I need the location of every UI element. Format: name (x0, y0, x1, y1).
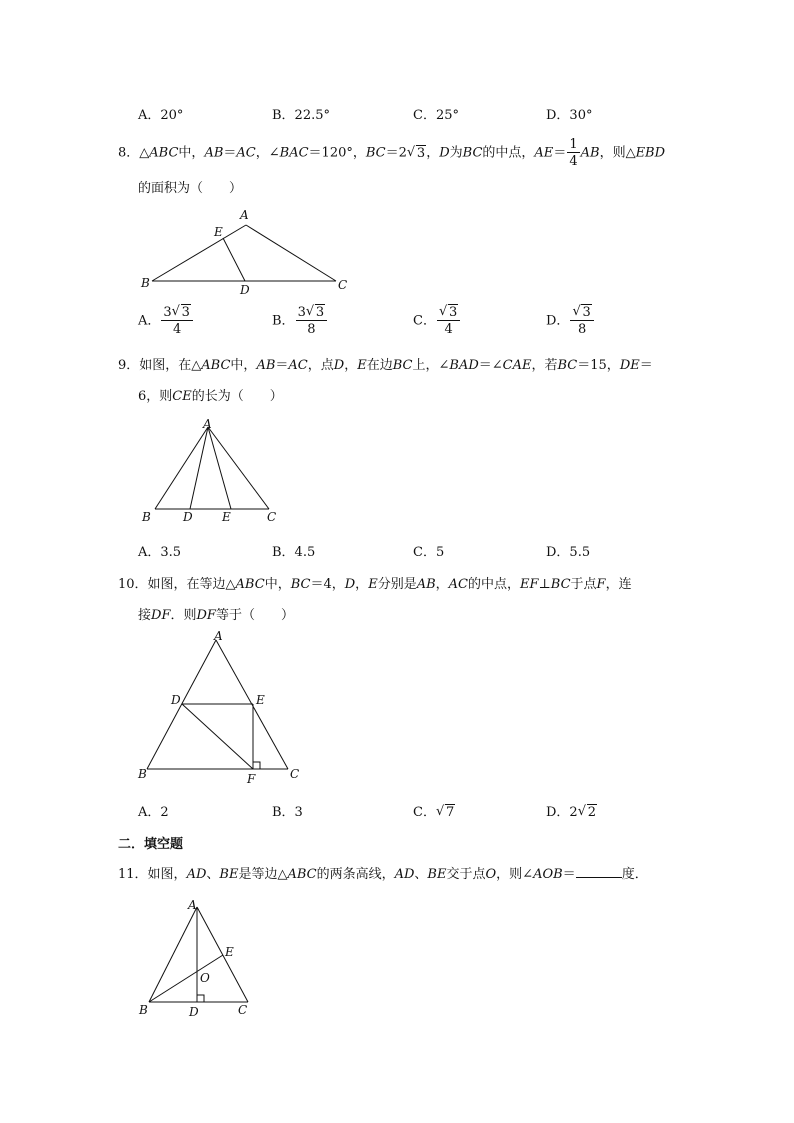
q10-figure (132, 628, 312, 790)
q8-text: ＝ (553, 145, 567, 161)
q11-text: 是等边△ (238, 867, 288, 882)
q9-text: 在边 (366, 358, 393, 373)
q11-label-e: E (225, 945, 234, 959)
q11-text: ，则∠ (496, 867, 534, 882)
q11-var: BE (427, 867, 447, 882)
q8-option-letter: B． (272, 313, 295, 329)
q9-var: DE (619, 358, 640, 373)
q10-label-f: F (247, 772, 256, 786)
q10-text: 分别是 (377, 577, 417, 592)
q11-text: 度． (621, 867, 648, 882)
q8-stem (118, 138, 665, 168)
q11-var: AOB (533, 867, 563, 882)
q10-var: E (368, 577, 378, 592)
q8-option-c: C． √ 3 4 (413, 306, 461, 336)
q8-stem-line2: 的面积为（ ） (138, 181, 243, 196)
q11-text: 交于点 (446, 867, 486, 882)
q8-var: AB (580, 145, 600, 161)
q11-figure (132, 892, 262, 1022)
q10-text: 于点 (570, 577, 597, 592)
q8-option-den: 8 (307, 322, 316, 337)
q10-option-b: B．3 (272, 805, 303, 820)
q10-var: EF (520, 577, 539, 592)
q11-label-o: O (200, 971, 210, 985)
q8-option-letter: C． (413, 313, 436, 329)
q10-label-d: D (171, 693, 181, 707)
q10-var: BC (550, 577, 571, 592)
q9-var: BC (557, 358, 578, 373)
q9-text: 的长为（ ） (191, 389, 283, 404)
q8-frac-num: 1 (569, 137, 578, 152)
q9-var: BC (392, 358, 413, 373)
q7-option-c: C．25° (413, 108, 459, 123)
q8-text: 中， (178, 145, 205, 161)
q8-number: 8． (118, 145, 140, 161)
q9-text: ，若 (531, 358, 558, 373)
q8-label-d: D (240, 283, 250, 297)
q8-frac-den: 4 (569, 154, 578, 169)
q8-radicand: 3 (416, 145, 426, 161)
q9-option-a: A．3.5 (138, 545, 182, 560)
q9-label-b: B (142, 510, 151, 524)
q8-option-den: 4 (444, 322, 453, 337)
q11-label-c: C (238, 1003, 248, 1017)
q9-option-d: D．5.5 (546, 545, 591, 560)
q11-text: 、 (206, 867, 220, 882)
q10-number: 10． (118, 577, 148, 592)
q10-text: ，连 (605, 577, 632, 592)
q10-text: 中， (264, 577, 291, 592)
q11-var: BE (219, 867, 239, 882)
q8-text: ，∠ (255, 145, 280, 161)
q8-label-c: C (338, 278, 348, 292)
q11-text: ＝ (562, 867, 576, 882)
q8-var: AB (204, 145, 224, 161)
q8-var: BC (365, 145, 386, 161)
q8-var: ABC (149, 145, 179, 161)
q8-option-radicand: 3 (448, 305, 458, 320)
q10-label-a: A (214, 629, 223, 643)
q8-label-e: E (214, 225, 223, 239)
q8-option-den: 4 (173, 322, 182, 337)
q10-text: ⊥ (538, 577, 551, 592)
q9-label-e: E (222, 510, 231, 524)
q9-var: CAE (502, 358, 532, 373)
q9-var: BAD (449, 358, 479, 373)
q8-label-b: B (141, 276, 150, 290)
q10-var: AC (448, 577, 469, 592)
q9-number: 9． (118, 358, 140, 373)
q8-var: D (439, 145, 450, 161)
q11-stem (118, 863, 648, 882)
q8-option-coef: 3 (297, 305, 306, 320)
section-heading: 二．填空题 (118, 837, 184, 852)
q8-text: 的中点， (482, 145, 535, 161)
q10-label-e: E (256, 693, 265, 707)
q11-label-a: A (188, 898, 197, 912)
q8-figure (130, 205, 360, 300)
q9-text: 6，则 (138, 389, 173, 404)
q7-option-a: A．20° (138, 108, 184, 123)
q8-text: ＝2 (385, 145, 407, 161)
q10-option-a: A．2 (138, 805, 169, 820)
q10-var: F (596, 577, 606, 592)
q9-text: ＝ (639, 358, 653, 373)
q9-label-a: A (203, 417, 212, 431)
q8-option-coef: 3 (163, 305, 172, 320)
q7-option-b: B．22.5° (272, 108, 330, 123)
q9-var: AB (256, 358, 276, 373)
q8-option-radicand: 3 (181, 305, 190, 320)
q9-var: E (357, 358, 367, 373)
q8-fraction (567, 138, 579, 168)
q10-text: ， (435, 577, 449, 592)
q10-text: 的中点， (468, 577, 521, 592)
q8-var: EBD (635, 145, 666, 161)
q8-option-letter: A． (138, 313, 161, 329)
q8-option-radicand: 3 (582, 305, 591, 320)
q8-text: ＝ (223, 145, 237, 161)
q8-option-den: 8 (577, 322, 587, 337)
q8-option-letter: D． (546, 313, 570, 329)
q8-text: △ (139, 145, 150, 161)
q10-var: AB (416, 577, 436, 592)
q9-var: CE (172, 389, 192, 404)
q11-label-d: D (189, 1005, 199, 1019)
q9-text: ＝∠ (478, 358, 503, 373)
q11-answer-blank[interactable] (576, 865, 622, 878)
q10-text: ， (355, 577, 369, 592)
q10-var: DF (151, 608, 171, 623)
q11-text: 、 (414, 867, 428, 882)
q8-var: AE (534, 145, 554, 161)
q9-figure (135, 415, 285, 530)
q10-label-c: C (290, 767, 300, 781)
q10-text: ＝4， (310, 577, 345, 592)
q10-var: ABC (235, 577, 265, 592)
q8-var: BC (462, 145, 483, 161)
q10-option-radicand: 7 (445, 805, 455, 820)
q10-var: BC (290, 577, 311, 592)
q11-var: O (485, 867, 497, 882)
q8-option-radicand: 3 (315, 305, 325, 320)
q9-text: 如图，在△ (139, 358, 202, 373)
q10-stem-line2 (138, 604, 294, 623)
q9-option-c: C．5 (413, 545, 445, 560)
q9-var: ABC (201, 358, 231, 373)
q8-text: ，则△ (599, 145, 636, 161)
q11-var: AD (394, 867, 415, 882)
q8-label-a: A (240, 208, 249, 222)
q10-label-b: B (138, 767, 147, 781)
q9-text: 上，∠ (412, 358, 450, 373)
q9-text: 中， (230, 358, 257, 373)
q11-var: AD (186, 867, 207, 882)
q9-stem-line2 (138, 385, 283, 404)
q8-var: BAC (279, 145, 309, 161)
q11-number: 11． (118, 867, 148, 882)
q10-option-letter: D．2 (546, 805, 578, 820)
q10-stem (118, 573, 632, 592)
q10-text: 等于（ ） (215, 608, 294, 623)
q8-text: 为 (449, 145, 463, 161)
q11-label-b: B (139, 1003, 148, 1017)
q10-var: DF (196, 608, 216, 623)
q10-option-radicand: 2 (587, 805, 596, 820)
q7-option-d: D．30° (546, 108, 593, 123)
q9-text: ，点 (307, 358, 334, 373)
q11-text: 的两条高线， (316, 867, 395, 882)
q10-option-d: D．2 √ 2 (546, 804, 596, 820)
q10-text: ．则 (170, 608, 197, 623)
q8-option-a: A． 3 √ 3 4 (138, 306, 194, 336)
q9-var: AC (288, 358, 308, 373)
q8-text: ， (426, 145, 440, 161)
q9-text: ＝15， (577, 358, 620, 373)
q10-text: 接 (138, 608, 152, 623)
q10-var: D (344, 577, 356, 592)
q10-option-c: C． √ 7 (413, 804, 455, 820)
q8-text: ＝120°， (308, 145, 366, 161)
q11-text: 如图， (147, 867, 187, 882)
q9-var: D (333, 358, 345, 373)
q9-stem (118, 354, 653, 373)
q9-text: ， (344, 358, 358, 373)
q11-var: ABC (287, 867, 317, 882)
q8-sqrt: √ 3 (406, 144, 426, 161)
q10-option-letter: C． (413, 805, 436, 820)
q8-var: AC (236, 145, 256, 161)
q9-option-b: B．4.5 (272, 545, 316, 560)
q8-option-b: B． 3 √ 3 8 (272, 306, 328, 336)
q10-text: 如图，在等边△ (147, 577, 236, 592)
q8-option-d: D． √ 3 8 (546, 306, 595, 336)
q9-label-c: C (267, 510, 277, 524)
q9-text: ＝ (275, 358, 289, 373)
q9-label-d: D (183, 510, 193, 524)
